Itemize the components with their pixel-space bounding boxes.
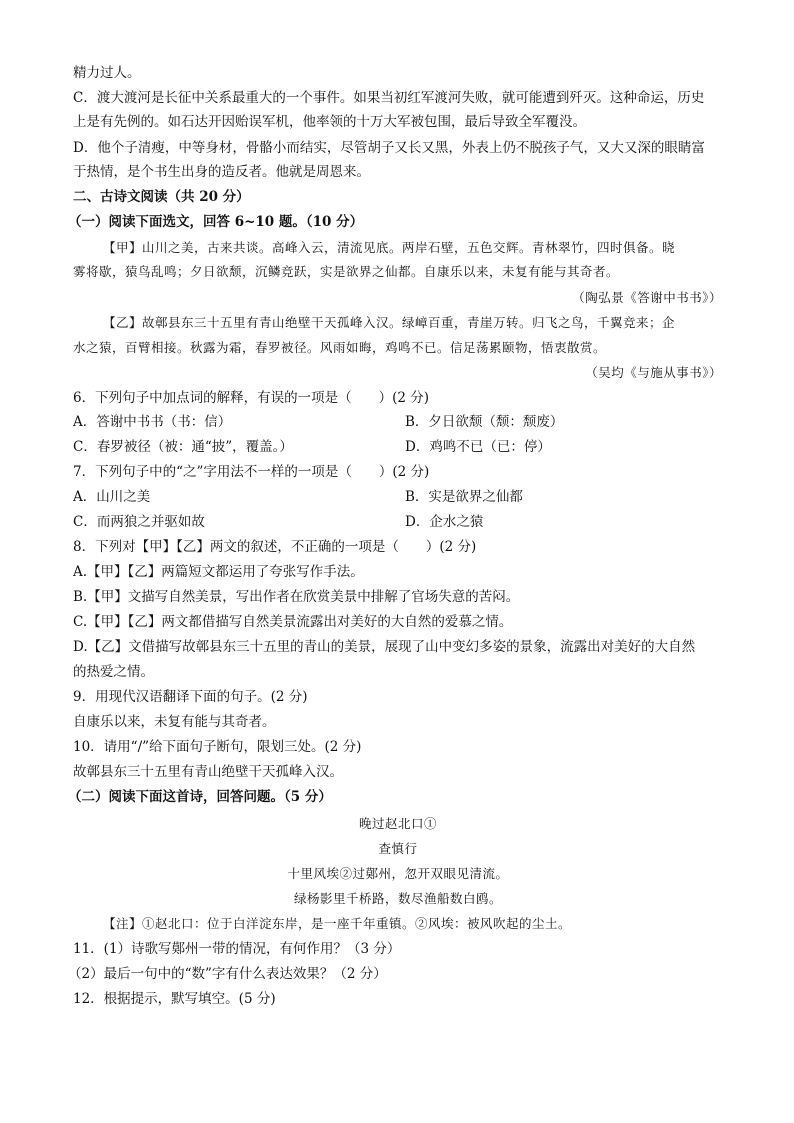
option-b: B．实是欲界之仙都 <box>405 489 523 505</box>
option-a: A．答谢中书书（书：信） <box>73 414 232 430</box>
option-b: B.【甲】文描写自然美景，写出作者在欣赏美景中排解了官场失意的苦闷。 <box>73 589 520 605</box>
option-c-text: C．渡大渡河是长征中关系最重大的一个事件。如果当初红军渡河失败，就可能遭到歼灭。这种命运，历史 <box>73 90 705 106</box>
option-d: D.【乙】文借描写故鄣县东三十五里的青山的美景，展现了山中变幻多姿的景象，流露出对美好的大自然 <box>73 639 696 655</box>
question-9: 9．用现代汉语翻译下面的句子。(2 分) <box>73 689 308 705</box>
passage-source: （陶弘景《答谢中书书》） <box>572 290 722 305</box>
question-7: 7．下列句子中的“之”字用法不一样的一项是（ ）(2 分) <box>73 464 430 480</box>
option-a: A.【甲】【乙】两篇短文都运用了夸张写作手法。 <box>73 564 364 580</box>
option-c: C.【甲】【乙】两文都借描写自然美景流露出对美好的大自然的爱慕之情。 <box>73 614 513 630</box>
option-d: D．鸡鸣不已（已：停） <box>405 439 551 455</box>
passage-jia: 【甲】山川之美，古来共谈。高峰入云，清流见底。两岸石壁，五色交辉。青林翠竹，四时俱备。晓 <box>103 240 676 255</box>
passage-source: （吴均《与施从事书》） <box>585 365 722 380</box>
question-8: 8．下列对【甲】【乙】两文的叙述，不正确的一项是（ ）(2 分) <box>73 539 477 555</box>
option-c: C．春罗被径（被：通“披”，覆盖。） <box>73 439 293 455</box>
question-10-text: 故鄣县东三十五里有青山绝壁干天孤峰入汉。 <box>73 764 343 780</box>
poem-note: 【注】①赵北口：位于白洋淀东岸，是一座千年重镇。②风埃：被风吹起的尘土。 <box>103 916 572 931</box>
question-9-text: 自康乐以来，未复有能与其奇者。 <box>73 714 276 730</box>
option-d: D．企水之猿 <box>405 514 484 530</box>
option-b: B．夕日欲颓（颓：颓废） <box>405 414 564 430</box>
question-6: 6．下列句子中加点词的解释，有误的一项是（ ）(2 分) <box>73 390 430 406</box>
passage-yi: 水之猿，百臂相接。秋露为霜，春罗被径。风雨如晦，鸡鸣不已。信足荡累颐物，悟衷散赏。 <box>73 340 607 355</box>
question-10: 10．请用“/”给下面句子断句，限划三处。(2 分) <box>73 739 362 755</box>
poem-title: 晚过赵北口① <box>358 816 437 831</box>
section-heading: 二、古诗文阅读（共 20 分） <box>73 189 250 205</box>
passage-jia: 雾将歇，猿鸟乱鸣；夕日欲颓，沉鳞竞跃，实是欲界之仙都。自康乐以来，未复有能与其奇者。 <box>73 264 620 279</box>
subsection-heading: （二）阅读下面这首诗，回答问题。（5 分） <box>68 789 332 805</box>
option-a: A．山川之美 <box>73 489 151 505</box>
question-11-part-2: （2）最后一句中的“数”字有什么表达效果？（2 分） <box>68 966 387 982</box>
text-line: 的热爱之情。 <box>73 664 154 680</box>
text-line: 上是有先例的。如石达开因贻误军机，他率领的十万大军被包围，最后导致全军覆没。 <box>73 114 586 130</box>
text-line: 精力过人。 <box>73 65 141 81</box>
poem-line: 十里风埃②过鄚州，忽开双眼见清流。 <box>287 866 509 881</box>
text-line: 于热情，是个书生出身的造反者。他就是周恩来。 <box>73 164 370 180</box>
option-d-text: D．他个子清瘦，中等身材，骨骼小而结实，尽管胡子又长又黑，外表上仍不脱孩子气，又大又深的眼睛富 <box>73 140 705 156</box>
passage-yi: 【乙】故鄣县东三十五里有青山绝壁干天孤峰入汉。绿嶂百重，青崖万转。归飞之鸟，千翼竞来；企 <box>103 315 676 330</box>
option-c: C．而两狼之并驱如故 <box>73 514 205 530</box>
subsection-heading: （一）阅读下面选文，回答 6~10 题。（10 分） <box>68 214 364 230</box>
poem-author: 查慎行 <box>378 841 418 856</box>
question-12: 12．根据提示，默写填空。(5 分) <box>73 991 276 1007</box>
question-11: 11．(1）诗歌写鄚州一带的情况，有何作用？（3 分） <box>73 941 401 957</box>
poem-line: 绿杨影里千桥路，数尽渔船数白鸥。 <box>293 891 502 906</box>
